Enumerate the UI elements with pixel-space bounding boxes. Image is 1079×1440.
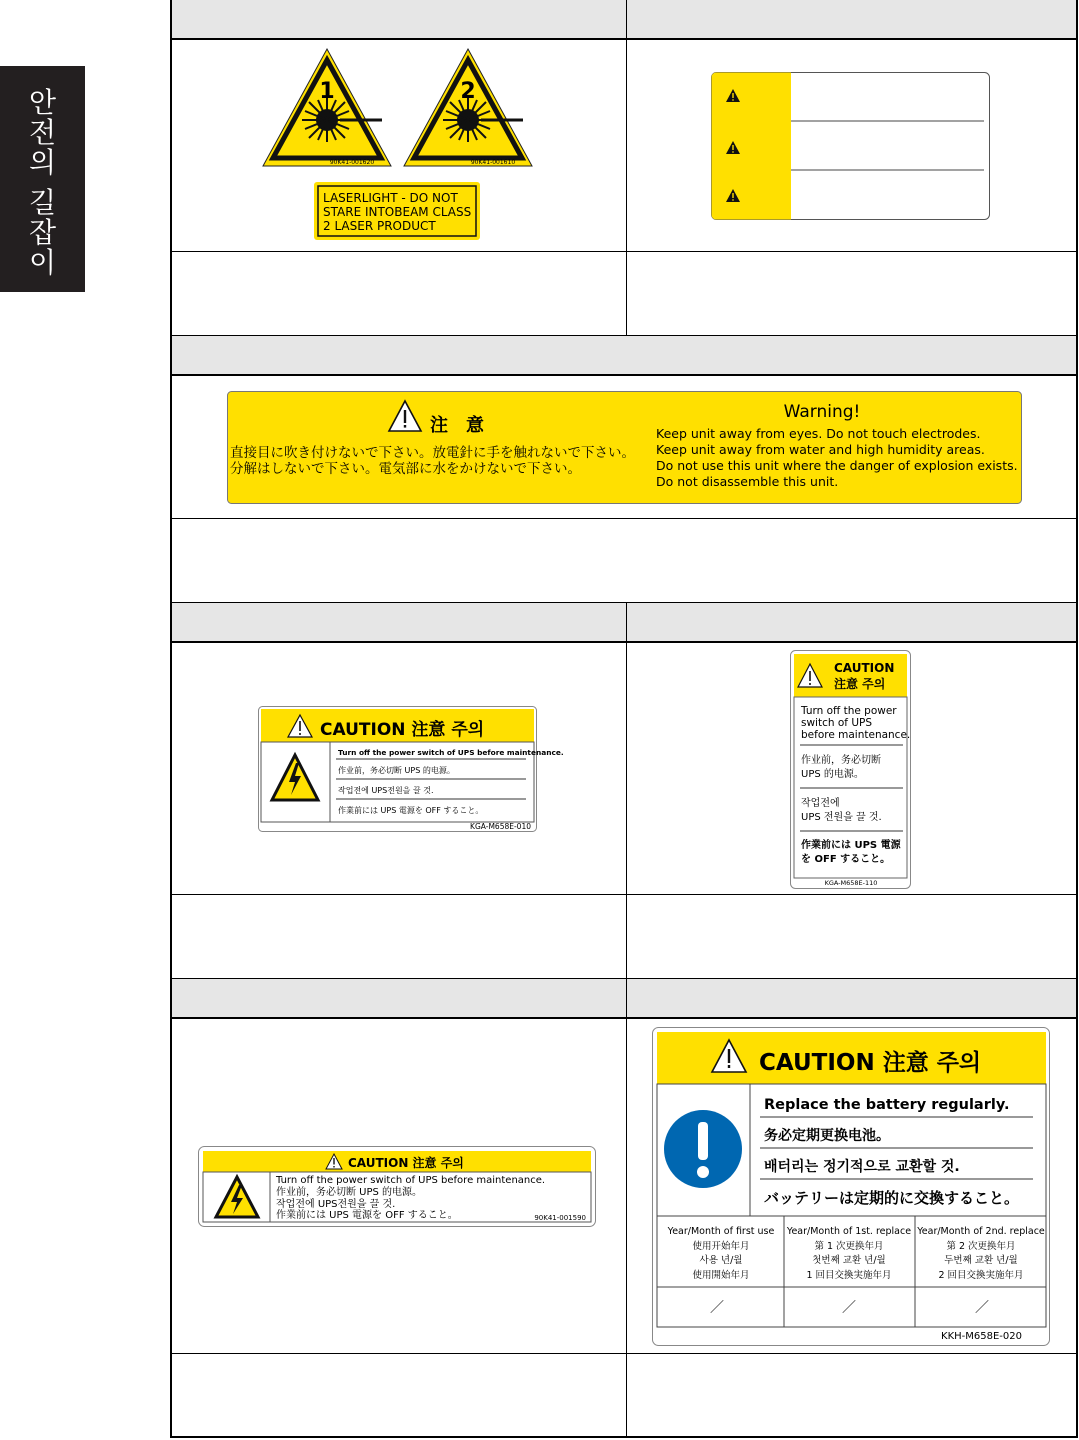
laser-plate-line-3: 2 LASER PRODUCT [323,219,436,233]
ups-label-b-zh-2: UPS 的电源。 [801,769,864,780]
jp-warning-line-2: 分解はしないで下さい。電気部に水をかけないで下さい。 [230,461,581,477]
ups-caution-label-slim [198,1146,596,1227]
en-warning-line-2: Keep unit away from water and high humidity areas. [656,442,985,457]
ups-label-c-line-en: Turn off the power switch of UPS before maintenance. [276,1175,546,1186]
ups-label-b-title-1: CAUTION [834,661,895,675]
col1-line4: 使用開始年月 [692,1270,750,1281]
jp-warning-title: 注 意 [430,415,484,436]
laser-plate-line-1: LASERLIGHT - DO NOT [323,191,458,205]
ups-label-b-en-1: Turn off the power [801,705,897,717]
col1-line2: 使用开始年月 [692,1241,750,1252]
ups-label-c-title: CAUTION 注意 주의 [348,1156,464,1170]
en-warning-line-1: Keep unit away from eyes. Do not touch electrodes. [656,426,981,441]
row-divider [172,335,1076,336]
battery-line-en: Replace the battery regularly. [764,1097,1010,1113]
col3-line2: 第 2 次更换年月 [946,1241,1016,1252]
laser-code-2: 90K41-001610 [470,159,516,166]
ups-label-b-title-2: 注意 주의 [834,677,886,691]
battery-label-title: CAUTION 注意 주의 [759,1050,982,1076]
ups-label-b-ko-1: 작업전에 [801,798,840,809]
column-divider [626,603,627,1436]
battery-line-zh: 务必定期更换电池。 [764,1128,890,1144]
en-warning-title: Warning! [783,402,861,422]
date-slash-1: ／ [710,1300,724,1316]
header-row-4 [172,979,1076,1019]
side-tab [0,66,85,292]
ups-label-b-zh-1: 作业前，务必切断 [801,755,881,766]
battery-line-ja: バッテリーは定期的に交換すること。 [764,1189,1020,1207]
column-divider [626,0,627,336]
battery-line-ko: 배터리는 정기적으로 교환할 것. [764,1159,960,1175]
header-row-1 [172,0,1076,40]
row-divider [172,978,1076,979]
electrode-warning-label [227,391,1022,504]
laser-class-1-number: 1 [319,79,335,104]
laser-plate-line-2: STARE INTOBEAM CLASS [323,205,472,219]
col3-line1: Year/Month of 2nd. replace [917,1226,1045,1237]
row-divider [172,251,1076,252]
date-slash-3: ／ [975,1300,989,1316]
ups-label-c-line-ko: 작업전에 UPS전원을 끌 것. [276,1199,396,1210]
col3-line4: 2 回目交換実施年月 [938,1270,1024,1281]
laser-class-2-number: 2 [460,79,476,104]
ups-label-b-ja-2: を OFF すること。 [801,854,891,865]
signal-word-label [711,72,990,220]
ups-label-c-code: 90K41-001590 [534,1214,586,1222]
laser-warning-labels [262,46,534,242]
col3-line3: 두번째 교환 년/월 [944,1255,1018,1266]
ups-label-c-line-zh: 作业前，务必切断 UPS 的电源。 [276,1187,423,1198]
ups-label-a-title: CAUTION 注意 주의 [320,720,485,740]
ups-caution-label-vertical [790,650,911,889]
row-divider [172,1353,1076,1354]
row-divider [172,602,1076,603]
ups-label-b-en-2: switch of UPS [801,717,872,729]
header-row-2 [172,336,1076,376]
en-warning-line-3: Do not use this unit where the danger of explosion exists. [656,458,1018,473]
side-tab-text: 안 전 의 길 잡 이 [28,86,57,279]
ups-label-a-code: KGA-M658E-010 [470,822,531,831]
ups-label-b-ko-2: UPS 전원을 끌 것. [801,812,882,823]
ups-label-b-ja-1: 作業前には UPS 電源 [801,840,901,851]
row-divider [172,894,1076,895]
col2-line1: Year/Month of 1st. replace [786,1226,912,1237]
header-row-3 [172,603,1076,643]
battery-replace-label [652,1027,1050,1346]
col2-line4: 1 回目交換実施年月 [806,1270,892,1281]
ups-label-a-line-ko: 작업전에 UPS전원을 끌 것. [338,786,434,795]
col2-line3: 첫번째 교환 년/월 [812,1255,886,1266]
ups-label-c-line-ja: 作業前には UPS 電源を OFF すること。 [276,1210,458,1221]
ups-caution-label-horizontal [258,706,564,832]
laser-code-1: 90K41-001620 [329,159,375,166]
col2-line2: 第 1 次更换年月 [814,1241,884,1252]
col1-line3: 사용 년/월 [699,1255,743,1266]
battery-label-code: KKH-M658E-020 [941,1331,1022,1342]
ups-label-a-line-ja: 作業前には UPS 電源を OFF すること。 [338,806,484,815]
ups-label-a-line-en: Turn off the power switch of UPS before maintenance. [338,748,564,757]
col1-line1: Year/Month of first use [667,1226,775,1237]
ups-label-b-en-3: before maintenance. [801,729,911,741]
jp-warning-line-1: 直接目に吹き付けないで下さい。放電針に手を触れないで下さい。 [230,445,635,461]
ups-label-a-line-zh: 作业前，务必切断 UPS 的电源。 [338,766,455,775]
date-slash-2: ／ [842,1300,856,1316]
ups-label-b-code: KGA-M658E-110 [824,879,878,887]
en-warning-line-4: Do not disassemble this unit. [656,474,839,489]
row-divider [172,518,1076,519]
